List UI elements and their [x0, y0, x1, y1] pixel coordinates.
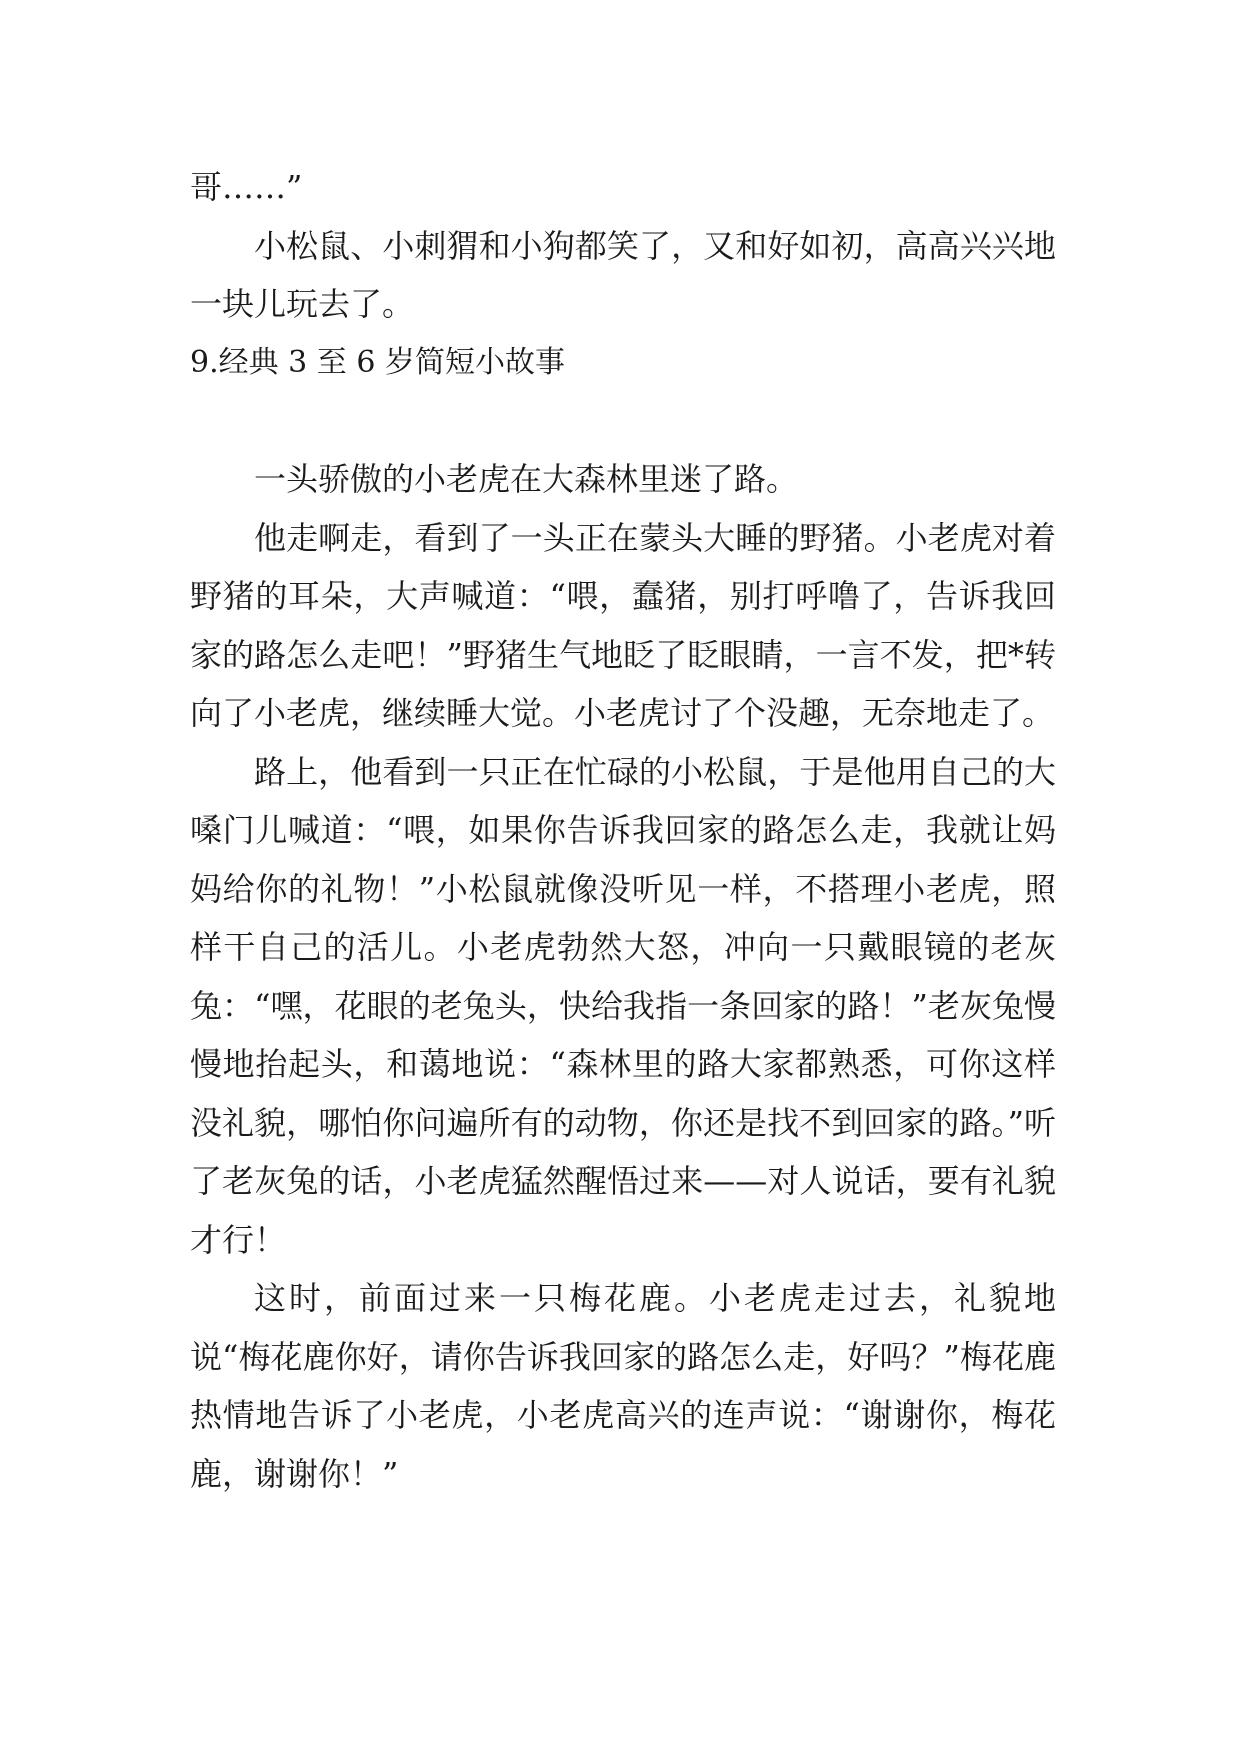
blank-line: [190, 392, 1056, 450]
paragraph: 这时，前面过来一只梅花鹿。小老虎走过去，礼貌地说“梅花鹿你好，请你告诉我回家的路怎么走，好吗？”梅花鹿热情地告诉了小老虎，小老虎高兴的连声说：“谢谢你，梅花鹿，谢谢你！”: [190, 1279, 1056, 1493]
paragraph-continuation: 哥……”: [190, 168, 303, 206]
paragraph: 小松鼠、小刺猬和小狗都笑了，又和好如初，高高兴兴地一块儿玩去了。: [190, 226, 1056, 323]
paragraph: 路上，他看到一只正在忙碌的小松鼠，于是他用自己的大嗓门儿喊道：“喂，如果你告诉我回家的路怎么走，我就让妈妈给你的礼物！”小松鼠就像没听见一样，不搭理小老虎，照样干自己的活儿。小老虎勃然大怒，冲向一只戴眼镜的老灰兔：“嘿，花眼的老兔头，快给我指一条回家的路！”老灰兔慢慢地抬起头，和蔼地说：“森林里的路大家都熟悉，可你这样没礼貌，哪怕你问遍所有的动物，你还是找不到回家的路。”听了老灰兔的话，小老虎猛然醒悟过来——对人说话，要有礼貌才行！: [190, 752, 1056, 1259]
document-body: [190, 158, 1056, 1503]
paragraph: 他走啊走，看到了一头正在蒙头大睡的野猪。小老虎对着野猪的耳朵，大声喊道：“喂，蠢猪，别打呼噜了，告诉我回家的路怎么走吧！”野猪生气地眨了眨眼睛，一言不发，把*转向了小老虎，继续睡大觉。小老虎讨了个没趣，无奈地走了。: [190, 518, 1056, 732]
paragraph: 一头骄傲的小老虎在大森林里迷了路。: [254, 460, 799, 498]
section-heading: 9.经典 3 至 6 岁简短小故事: [190, 344, 565, 380]
